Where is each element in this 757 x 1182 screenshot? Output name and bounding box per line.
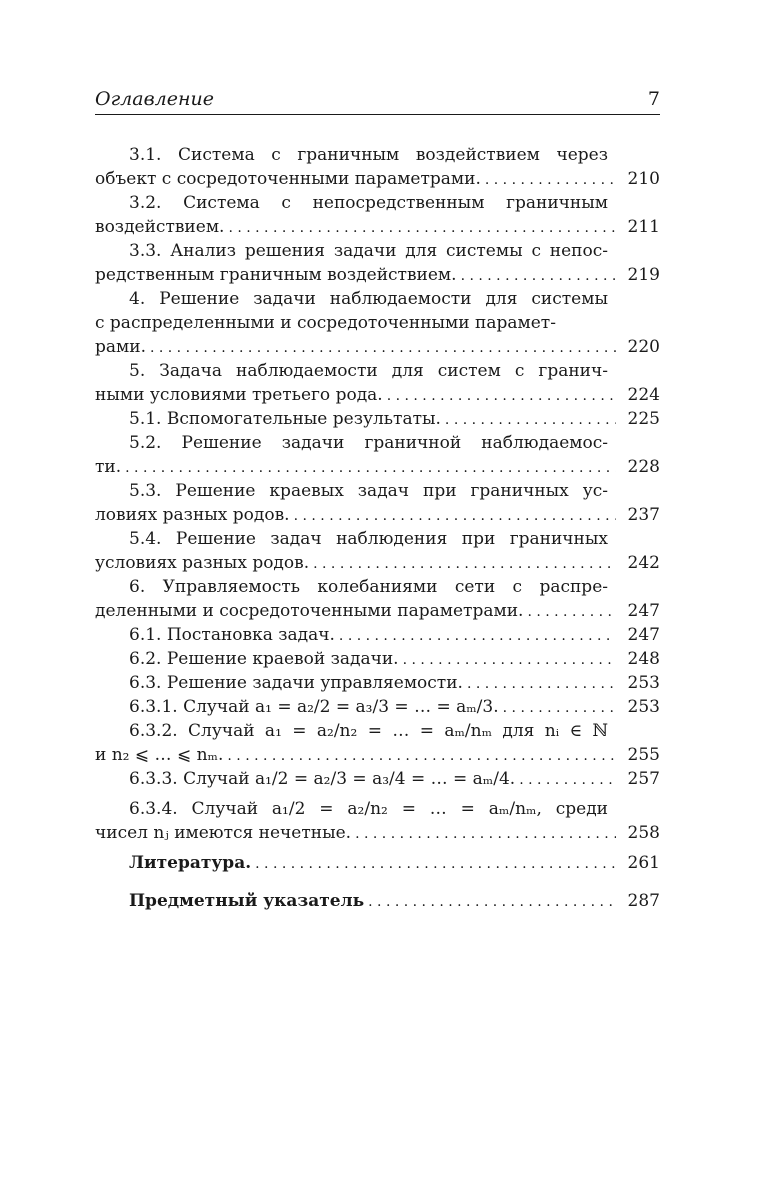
toc-line <box>95 623 660 647</box>
toc-entry-title-line1: 3.2. Система с непосредственным граничным <box>129 193 608 213</box>
dot-leader <box>228 216 616 240</box>
toc-entry-page: 247 <box>627 625 660 645</box>
toc-entry[interactable] <box>95 575 660 623</box>
toc-entry-title-line2: с распределенными и сосредоточенными парамет- <box>95 313 556 333</box>
toc-line <box>95 889 660 913</box>
dot-leader <box>467 672 616 696</box>
toc-page <box>95 88 660 913</box>
toc-entry-title: Предметный указатель <box>129 891 365 911</box>
dot-leader <box>403 648 616 672</box>
toc-entry[interactable] <box>95 671 660 695</box>
toc-entry-title-line1: 6.3.2. Случай a₁ = a₂/n₂ = … = aₘ/nₘ для nᵢ ∈ ℕ <box>129 721 608 741</box>
toc-entry-title-line1: 5. Задача наблюдаемости для систем с гранич- <box>129 361 608 381</box>
dot-leader <box>519 768 616 792</box>
running-head-title: Оглавление <box>95 88 215 110</box>
toc-line <box>95 719 660 743</box>
toc-entry[interactable] <box>95 647 660 671</box>
toc-entry-page: 237 <box>627 505 660 525</box>
toc-line <box>95 599 660 623</box>
toc-line <box>95 743 660 767</box>
toc-entry-title-last: объект с сосредоточенными параметрами. <box>95 169 481 189</box>
toc-entry-title-line1: 5.4. Решение задач наблюдения при граничных <box>129 529 608 549</box>
toc-entry-title-line1: 5.3. Решение краевых задач при граничных ус- <box>129 481 608 501</box>
toc-line <box>95 695 660 719</box>
toc-entry[interactable] <box>95 239 660 287</box>
toc-entry-title-last: деленными и сосредоточенными параметрами. <box>95 601 524 621</box>
toc-entry-title-last: ловиях разных родов. <box>95 505 290 525</box>
toc-line <box>95 143 660 167</box>
toc-entry-page: 211 <box>627 217 660 237</box>
toc-entry[interactable] <box>95 695 660 719</box>
toc-entry-title: 6.2. Решение краевой задачи. <box>129 649 399 669</box>
toc-entry-page: 253 <box>627 673 660 693</box>
dot-leader <box>355 822 616 846</box>
dot-leader <box>485 168 616 192</box>
toc-entry-title-last: воздействием. <box>95 217 225 237</box>
toc-entry-title: 6.3.3. Случай a₁/2 = a₂/3 = a₃/4 = … = aₘ/4. <box>129 769 516 789</box>
toc-entry[interactable] <box>95 851 660 875</box>
toc-line <box>95 575 660 599</box>
toc-entry-page: 219 <box>627 265 660 285</box>
toc-line <box>95 287 660 311</box>
toc-entry-title-last: и n₂ ⩽ … ⩽ nₘ. <box>95 745 224 765</box>
toc-entry-title-line1: 3.3. Анализ решения задачи для системы с непос- <box>129 241 608 261</box>
toc-entry[interactable] <box>95 191 660 239</box>
toc-entry-page: 210 <box>627 169 660 189</box>
toc-entry[interactable] <box>95 767 660 791</box>
toc-line <box>95 821 660 845</box>
toc-line <box>95 431 660 455</box>
toc-line <box>95 479 660 503</box>
toc-line <box>95 191 660 215</box>
toc-line <box>95 359 660 383</box>
toc-entry-title: 5.1. Вспомогательные результаты. <box>129 409 441 429</box>
toc-entry-page: 255 <box>627 745 660 765</box>
toc-line <box>95 311 660 335</box>
toc-entry-page: 257 <box>627 769 660 789</box>
toc-entry[interactable] <box>95 431 660 479</box>
toc-line <box>95 851 660 875</box>
dot-leader <box>387 384 616 408</box>
toc-entry[interactable] <box>95 527 660 575</box>
toc-gap <box>95 875 660 889</box>
toc-entry-title: Литература. <box>129 853 252 873</box>
dot-leader <box>227 744 616 768</box>
toc-entry[interactable] <box>95 797 660 845</box>
toc-entry[interactable] <box>95 623 660 647</box>
dot-leader <box>445 408 616 432</box>
toc-line <box>95 671 660 695</box>
dot-leader <box>527 600 616 624</box>
toc-entry-title-last: чисел nⱼ имеются нечетные. <box>95 823 352 843</box>
toc-entry-title-last: ти. <box>95 457 122 477</box>
toc-entry-title-line1: 4. Решение задачи наблюдаемости для системы <box>129 289 608 309</box>
running-head <box>95 88 660 115</box>
toc-entry[interactable] <box>95 407 660 431</box>
toc-line <box>95 797 660 821</box>
toc-line <box>95 767 660 791</box>
toc-entry-title: 6.3.1. Случай a₁ = a₂/2 = a₃/3 = … = aₘ/3. <box>129 697 499 717</box>
running-head-page-number: 7 <box>647 88 660 110</box>
toc-entry-page: 287 <box>627 891 660 911</box>
toc-entry-page: 258 <box>627 823 660 843</box>
toc-entry-page: 253 <box>627 697 660 717</box>
toc-line <box>95 335 660 359</box>
dot-leader <box>150 336 616 360</box>
toc-line <box>95 503 660 527</box>
dot-leader <box>503 696 616 720</box>
toc-entry-title-last: редственным граничным воздействием. <box>95 265 457 285</box>
toc-entry-title-line1: 3.1. Система с граничным воздействием через <box>129 145 608 165</box>
toc-line <box>95 239 660 263</box>
toc-entry-title-last: условиях разных родов. <box>95 553 310 573</box>
toc-entry[interactable] <box>95 889 660 913</box>
toc-entry-page: 224 <box>627 385 660 405</box>
dot-leader <box>339 624 616 648</box>
toc-entry-title-last: ными условиями третьего рода. <box>95 385 383 405</box>
toc-entry-title-line1: 6. Управляемость колебаниями сети с распре- <box>129 577 608 597</box>
toc-entry[interactable] <box>95 479 660 527</box>
toc-line <box>95 527 660 551</box>
toc-entry-title-last: рами. <box>95 337 146 357</box>
toc-entry[interactable] <box>95 143 660 191</box>
toc-line <box>95 647 660 671</box>
toc-entry-page: 225 <box>627 409 660 429</box>
toc-line <box>95 551 660 575</box>
dot-leader <box>313 552 616 576</box>
toc-line <box>95 263 660 287</box>
table-of-contents <box>95 143 660 913</box>
toc-line <box>95 383 660 407</box>
dot-leader <box>461 264 616 288</box>
toc-entry[interactable] <box>95 719 660 767</box>
toc-entry-page: 261 <box>627 853 660 873</box>
toc-entry-title-line1: 6.3.4. Случай a₁/2 = a₂/n₂ = … = aₘ/nₘ, среди <box>129 799 608 819</box>
toc-line <box>95 407 660 431</box>
toc-line <box>95 167 660 191</box>
toc-entry-page: 242 <box>627 553 660 573</box>
toc-entry-page: 248 <box>627 649 660 669</box>
toc-entry-page: 247 <box>627 601 660 621</box>
toc-line <box>95 215 660 239</box>
toc-entry-title: 6.3. Решение задачи управляемости. <box>129 673 463 693</box>
dot-leader <box>294 504 616 528</box>
toc-entry[interactable] <box>95 287 660 359</box>
toc-entry-title: 6.1. Постановка задач. <box>129 625 335 645</box>
toc-line <box>95 455 660 479</box>
dot-leader <box>255 852 616 876</box>
toc-entry-title-line1: 5.2. Решение задачи граничной наблюдаемос- <box>129 433 608 453</box>
toc-entry[interactable] <box>95 359 660 407</box>
dot-leader <box>368 890 616 914</box>
dot-leader <box>125 456 616 480</box>
toc-entry-page: 228 <box>627 457 660 477</box>
toc-entry-page: 220 <box>627 337 660 357</box>
